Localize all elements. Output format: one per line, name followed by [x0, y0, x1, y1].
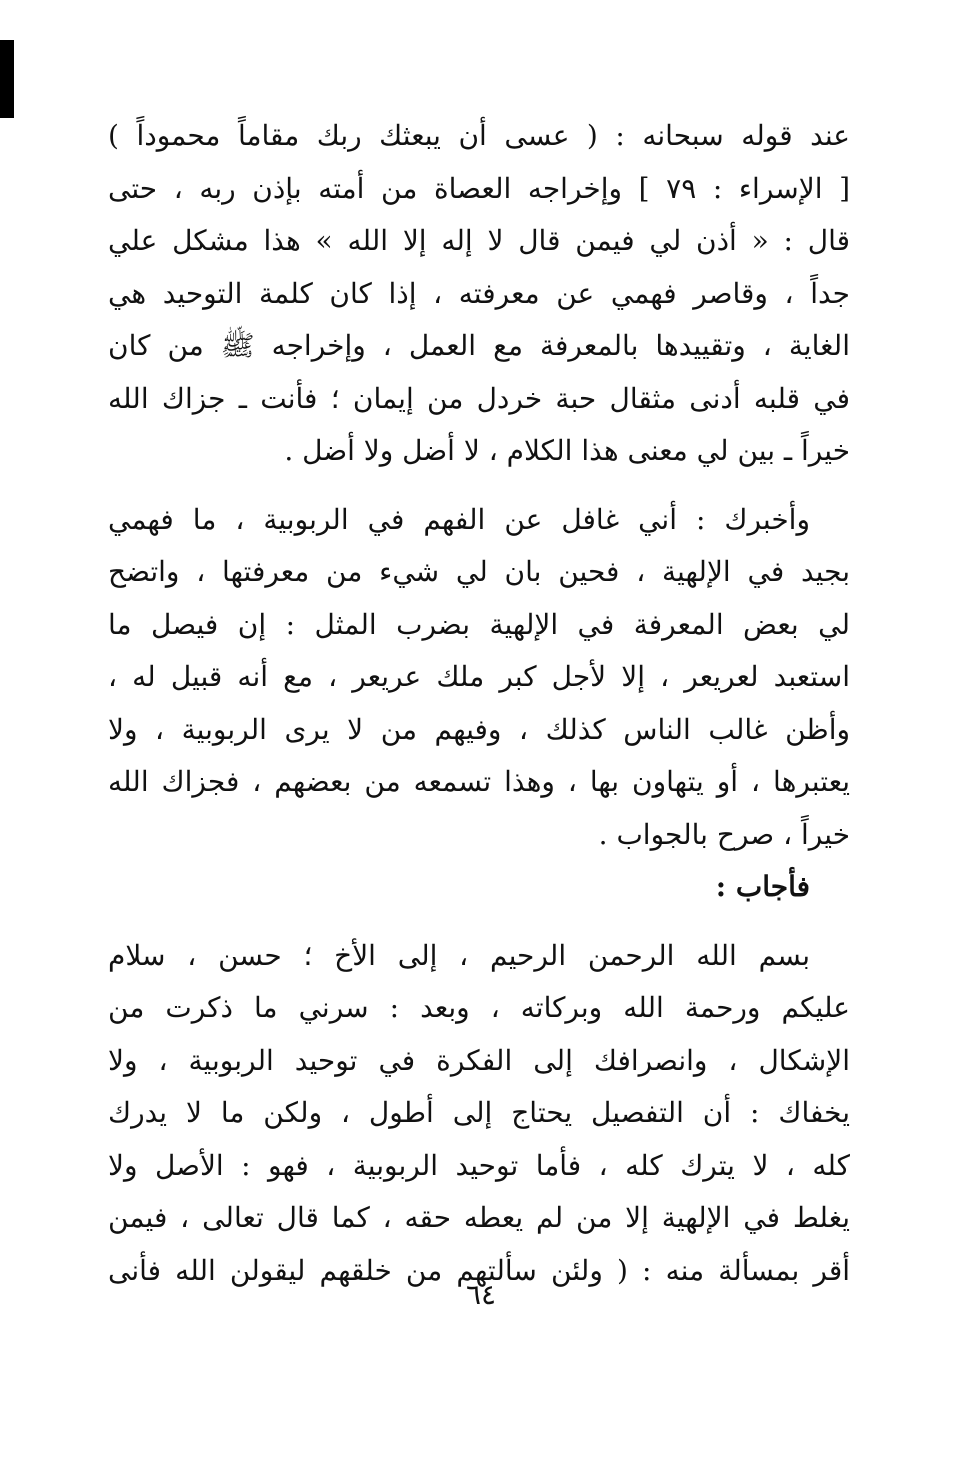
text-line: عند قوله سبحانه : ( عسى أن يبعثك ربك مقاماً محموداً ) — [108, 119, 850, 152]
text-line: خيراً ـ بين لي معنى هذا الكلام ، لا أضل ولا أضل . — [284, 434, 850, 467]
text-line: عليكم ورحمة الله وبركاته ، وبعد : سرني ما ذكرت من — [108, 991, 850, 1024]
text-line: قال : « أذن لي فيمن قال لا إله إلا الله » هذا مشكل علي — [108, 224, 850, 257]
text-line: يغلط في الإلهية إلا من لم يعطه حقه ، كما قال تعالى ، فيمن — [108, 1201, 850, 1234]
page-edge-mark — [0, 40, 14, 118]
text-line: [ الإسراء : ٧٩ ] وإخراجه العصاة من أمته بإذن ربه ، حتى — [108, 171, 850, 205]
text-line: كله ، لا يترك كله ، فأما توحيد الربوبية ، فهو : الأصل ولا — [108, 1148, 850, 1182]
text-line: وأظن غالب الناس كذلك ، وفيهم من لا يرى الربوبية ، ولا — [108, 712, 850, 746]
paragraph-1 — [108, 110, 850, 478]
text-line: بسم الله الرحمن الرحيم ، إلى الأخ ؛ حسن ، سلام — [108, 938, 810, 972]
text-line: أقر بمسألة منه : ( ولئن سألتهم من خلقهم ليقولن الله فأنى — [108, 1253, 850, 1287]
text-line: الإشكال ، وانصرافك إلى الفكرة في توحيد الربوبية ، ولا — [108, 1043, 850, 1077]
page-number: ٦٤ — [465, 1278, 497, 1311]
paragraph-gap — [108, 914, 850, 930]
paragraph-2 — [108, 494, 850, 862]
paragraph-gap — [108, 478, 850, 494]
text-line: جداً ، وقاصر فهمي عن معرفته ، إذا كان كلمة التوحيد هي — [108, 276, 850, 310]
text-line: الغاية ، وتقييدها بالمعرفة مع العمل ، وإخراجه ﷺ من كان — [108, 329, 850, 362]
text-line: في قلبه أدنى مثقال حبة خردل من إيمان ؛ فأنت ـ جزاك الله — [108, 381, 850, 415]
text-line: خيراً ، صرح بالجواب . — [598, 817, 850, 851]
text-line: استعبد لعريعر ، إلا لأجل كبر ملك عريعر ، مع أنه قبيل له ، — [108, 660, 850, 693]
answer-heading: فأجاب : — [715, 870, 810, 903]
text-line: يعتبرها ، أو يتهاون بها ، وهذا تسمعه من بعضهم ، فجزاك الله — [108, 765, 850, 798]
text-line: لي بعض المعرفة في الإلهية بضرب المثل : إن فيصل ما — [108, 607, 850, 641]
text-line: يخفاك : أن التفصيل يحتاج إلى أطول ، ولكن ما لا يدرك — [108, 1096, 850, 1129]
text-line: وأخبرك : أني غافل عن الفهم في الربوبية ، ما فهمي — [108, 502, 810, 536]
text-line: بجيد في الإلهية ، فحين بان لي شيء من معرفتها ، واتضح — [108, 555, 850, 588]
paragraph-3 — [108, 930, 850, 1298]
page-body — [108, 110, 850, 1297]
